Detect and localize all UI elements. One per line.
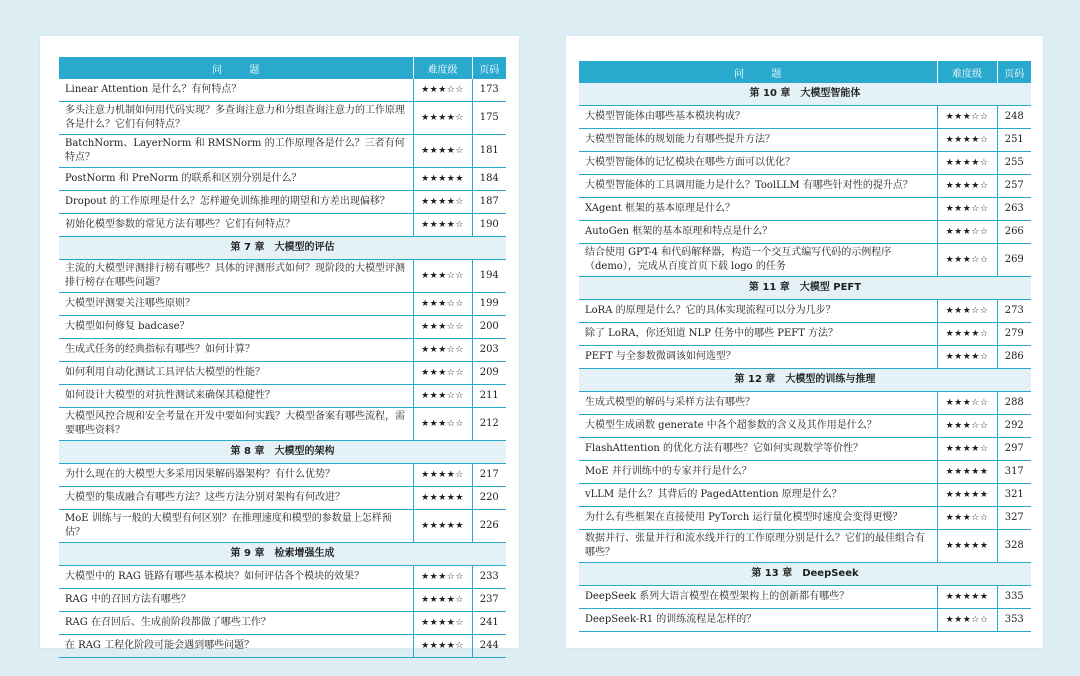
table-body	[59, 79, 506, 658]
page-number: 248	[997, 106, 1031, 129]
difficulty-stars: ★★★★☆	[413, 135, 472, 168]
chapter-title: 第 7 章 大模型的评估	[59, 237, 506, 260]
table-row	[59, 589, 506, 612]
page-number: 190	[472, 214, 506, 237]
table-row	[579, 221, 1031, 244]
chapter-heading-row	[59, 237, 506, 260]
table-row	[59, 362, 506, 385]
question-cell: RAG 中的召回方法有哪些？	[59, 589, 413, 612]
page-number: 184	[472, 168, 506, 191]
table-row	[59, 385, 506, 408]
table-row	[59, 635, 506, 658]
question-cell: vLLM 是什么？其背后的 PagedAttention 原理是什么？	[579, 484, 937, 507]
table-row	[579, 152, 1031, 175]
question-cell: 为什么有些框架在直接使用 PyTorch 运行量化模型时速度会变得更慢？	[579, 507, 937, 530]
difficulty-stars: ★★★☆☆	[937, 244, 997, 277]
question-cell: 如何利用自动化测试工具评估大模型的性能？	[59, 362, 413, 385]
page-number: 175	[472, 102, 506, 135]
question-cell: 生成式模型的解码与采样方法有哪些？	[579, 392, 937, 415]
difficulty-stars: ★★★☆☆	[413, 339, 472, 362]
table-row	[59, 260, 506, 293]
page-number: 203	[472, 339, 506, 362]
question-cell: FlashAttention 的优化方法有哪些？它如何实现数学等价性？	[579, 438, 937, 461]
question-cell: 为什么现在的大模型大多采用因果解码器架构？有什么优势？	[59, 464, 413, 487]
chapter-title: 第 13 章 DeepSeek	[579, 563, 1031, 586]
page-number: 266	[997, 221, 1031, 244]
question-cell: AutoGen 框架的基本原理和特点是什么？	[579, 221, 937, 244]
page-number: 220	[472, 487, 506, 510]
table-row	[579, 609, 1031, 632]
page-number: 173	[472, 79, 506, 102]
table-row	[579, 530, 1031, 563]
page-number: 317	[997, 461, 1031, 484]
difficulty-stars: ★★★☆☆	[937, 507, 997, 530]
question-cell: MoE 并行训练中的专家并行是什么？	[579, 461, 937, 484]
question-cell: PEFT 与全参数微调该如何选型？	[579, 346, 937, 369]
page-number: 194	[472, 260, 506, 293]
question-cell: 大模型智能体的记忆模块在哪些方面可以优化？	[579, 152, 937, 175]
question-cell: BatchNorm、LayerNorm 和 RMSNorm 的工作原理各是什么？三者有何特点？	[59, 135, 413, 168]
page-number: 279	[997, 323, 1031, 346]
question-cell: 除了 LoRA，你还知道 NLP 任务中的哪些 PEFT 方法？	[579, 323, 937, 346]
page-number: 181	[472, 135, 506, 168]
difficulty-stars: ★★★★☆	[937, 346, 997, 369]
page-number: 244	[472, 635, 506, 658]
difficulty-stars: ★★★★☆	[937, 438, 997, 461]
question-cell: DeepSeek 系列大语言模型在模型架构上的创新都有哪些？	[579, 586, 937, 609]
table-row	[59, 487, 506, 510]
table-row	[579, 392, 1031, 415]
difficulty-stars: ★★★☆☆	[937, 609, 997, 632]
difficulty-stars: ★★★★★	[413, 168, 472, 191]
difficulty-stars: ★★★★★	[413, 510, 472, 543]
difficulty-stars: ★★★☆☆	[937, 300, 997, 323]
chapter-heading-row	[579, 369, 1031, 392]
question-cell: 在 RAG 工程化阶段可能会遇到哪些问题？	[59, 635, 413, 658]
difficulty-stars: ★★★☆☆	[413, 79, 472, 102]
question-cell: 大模型中的 RAG 链路有哪些基本模块？如何评估各个模块的效果？	[59, 566, 413, 589]
question-cell: LoRA 的原理是什么？它的具体实现流程可以分为几步？	[579, 300, 937, 323]
table-row	[59, 464, 506, 487]
table-row	[59, 135, 506, 168]
difficulty-stars: ★★★★☆	[937, 152, 997, 175]
left-page	[40, 36, 519, 651]
table-row	[59, 214, 506, 237]
table-row	[579, 198, 1031, 221]
page-number: 187	[472, 191, 506, 214]
question-cell: 大模型的集成融合有哪些方法？这些方法分别对架构有何改进？	[59, 487, 413, 510]
page-number: 226	[472, 510, 506, 543]
question-cell: 多头注意力机制如何用代码实现？多查询注意力和分组查询注意力的工作原理各是什么？它们有何特点？	[59, 102, 413, 135]
header-difficulty: 难度级	[413, 57, 472, 79]
page-number: 273	[997, 300, 1031, 323]
table-row	[579, 586, 1031, 609]
page-number: 263	[997, 198, 1031, 221]
difficulty-stars: ★★★★☆	[413, 214, 472, 237]
chapter-heading-row	[579, 277, 1031, 300]
question-cell: 大模型智能体由哪些基本模块构成？	[579, 106, 937, 129]
question-cell: XAgent 框架的基本原理是什么？	[579, 198, 937, 221]
table-row	[59, 79, 506, 102]
page-number: 288	[997, 392, 1031, 415]
question-cell: 大模型生成函数 generate 中各个超参数的含义及其作用是什么？	[579, 415, 937, 438]
table-row	[579, 300, 1031, 323]
table-header	[579, 61, 1031, 83]
page-number: 200	[472, 316, 506, 339]
page-number: 237	[472, 589, 506, 612]
table-row	[579, 461, 1031, 484]
page-number: 217	[472, 464, 506, 487]
page-number: 269	[997, 244, 1031, 277]
table-row	[579, 323, 1031, 346]
difficulty-stars: ★★★★☆	[937, 175, 997, 198]
chapter-heading-row	[579, 83, 1031, 106]
page-number: 353	[997, 609, 1031, 632]
difficulty-stars: ★★★★★	[937, 586, 997, 609]
table-row	[579, 484, 1031, 507]
page-number: 335	[997, 586, 1031, 609]
question-cell: 生成式任务的经典指标有哪些？如何计算？	[59, 339, 413, 362]
header-page: 页码	[997, 61, 1031, 83]
difficulty-stars: ★★★★☆	[413, 191, 472, 214]
page-number: 286	[997, 346, 1031, 369]
chapter-heading-row	[59, 543, 506, 566]
table-row	[59, 293, 506, 316]
difficulty-stars: ★★★☆☆	[937, 392, 997, 415]
question-cell: 大模型风控合规和安全考量在开发中要如何实践？大模型备案有哪些流程，需要哪些资料？	[59, 408, 413, 441]
difficulty-stars: ★★★★★	[413, 487, 472, 510]
table-row	[579, 346, 1031, 369]
table-row	[59, 408, 506, 441]
chapter-title: 第 9 章 检索增强生成	[59, 543, 506, 566]
question-cell: Linear Attention 是什么？有何特点？	[59, 79, 413, 102]
difficulty-stars: ★★★★☆	[413, 464, 472, 487]
table-row	[579, 106, 1031, 129]
table-row	[579, 415, 1031, 438]
page-number: 327	[997, 507, 1031, 530]
table-row	[579, 438, 1031, 461]
page-number: 321	[997, 484, 1031, 507]
table-row	[59, 566, 506, 589]
difficulty-stars: ★★★★★	[937, 461, 997, 484]
page-number: 241	[472, 612, 506, 635]
difficulty-stars: ★★★☆☆	[413, 316, 472, 339]
question-cell: 大模型智能体的规划能力有哪些提升方法？	[579, 129, 937, 152]
page-number: 255	[997, 152, 1031, 175]
question-cell: 数据并行、张量并行和流水线并行的工作原理分别是什么？它们的最佳组合有哪些？	[579, 530, 937, 563]
difficulty-stars: ★★★★☆	[413, 612, 472, 635]
question-table-right	[579, 61, 1031, 632]
page-number: 199	[472, 293, 506, 316]
table-row	[59, 510, 506, 543]
question-cell: DeepSeek-R1 的训练流程是怎样的？	[579, 609, 937, 632]
table-row	[59, 102, 506, 135]
right-page	[566, 36, 1043, 648]
page-number: 251	[997, 129, 1031, 152]
question-cell: PostNorm 和 PreNorm 的联系和区别分别是什么？	[59, 168, 413, 191]
table-row	[579, 129, 1031, 152]
chapter-title: 第 12 章 大模型的训练与推理	[579, 369, 1031, 392]
page-number: 209	[472, 362, 506, 385]
table-row	[579, 244, 1031, 277]
question-cell: 主流的大模型评测排行榜有哪些？具体的评测形式如何？现阶段的大模型评测排行榜存在哪些问题？	[59, 260, 413, 293]
difficulty-stars: ★★★☆☆	[937, 221, 997, 244]
question-cell: 如何设计大模型的对抗性测试来确保其稳健性？	[59, 385, 413, 408]
difficulty-stars: ★★★☆☆	[413, 566, 472, 589]
difficulty-stars: ★★★☆☆	[937, 106, 997, 129]
question-cell: 结合使用 GPT-4 和代码解释器，构造一个交互式编写代码的示例程序（demo），完成从百度首页下载 logo 的任务	[579, 244, 937, 277]
question-cell: 大模型如何修复 badcase？	[59, 316, 413, 339]
difficulty-stars: ★★★☆☆	[413, 408, 472, 441]
header-question: 问 题	[59, 57, 413, 79]
difficulty-stars: ★★★★★	[937, 530, 997, 563]
question-cell: 大模型评测要关注哪些原则？	[59, 293, 413, 316]
table-row	[59, 191, 506, 214]
chapter-heading-row	[579, 563, 1031, 586]
page-number: 212	[472, 408, 506, 441]
page-number: 328	[997, 530, 1031, 563]
page-number: 297	[997, 438, 1031, 461]
difficulty-stars: ★★★★☆	[413, 102, 472, 135]
page-number: 233	[472, 566, 506, 589]
table-row	[59, 612, 506, 635]
question-cell: 大模型智能体的工具调用能力是什么？ToolLLM 有哪些针对性的提升点？	[579, 175, 937, 198]
table-row	[579, 175, 1031, 198]
difficulty-stars: ★★★☆☆	[937, 415, 997, 438]
question-cell: MoE 训练与一般的大模型有何区别？在推理速度和模型的参数量上怎样预估？	[59, 510, 413, 543]
chapter-title: 第 11 章 大模型 PEFT	[579, 277, 1031, 300]
difficulty-stars: ★★★☆☆	[937, 198, 997, 221]
difficulty-stars: ★★★★★	[937, 484, 997, 507]
page-number: 257	[997, 175, 1031, 198]
header-difficulty: 难度级	[937, 61, 997, 83]
header-question: 问 题	[579, 61, 937, 83]
difficulty-stars: ★★★★☆	[937, 129, 997, 152]
question-table-left	[59, 57, 506, 658]
difficulty-stars: ★★★☆☆	[413, 260, 472, 293]
page-number: 292	[997, 415, 1031, 438]
chapter-title: 第 10 章 大模型智能体	[579, 83, 1031, 106]
table-row	[59, 339, 506, 362]
chapter-title: 第 8 章 大模型的架构	[59, 441, 506, 464]
table-row	[59, 316, 506, 339]
page-number: 211	[472, 385, 506, 408]
question-cell: Dropout 的工作原理是什么？怎样避免训练推理的期望和方差出现偏移？	[59, 191, 413, 214]
difficulty-stars: ★★★★☆	[413, 635, 472, 658]
table-row	[579, 507, 1031, 530]
table-body	[579, 83, 1031, 632]
table-row	[59, 168, 506, 191]
question-cell: RAG 在召回后、生成前阶段都做了哪些工作？	[59, 612, 413, 635]
table-header	[59, 57, 506, 79]
difficulty-stars: ★★★☆☆	[413, 293, 472, 316]
difficulty-stars: ★★★☆☆	[413, 362, 472, 385]
question-cell: 初始化模型参数的常见方法有哪些？它们有何特点？	[59, 214, 413, 237]
chapter-heading-row	[59, 441, 506, 464]
difficulty-stars: ★★★★☆	[413, 589, 472, 612]
difficulty-stars: ★★★☆☆	[413, 385, 472, 408]
difficulty-stars: ★★★★☆	[937, 323, 997, 346]
header-page: 页码	[472, 57, 506, 79]
